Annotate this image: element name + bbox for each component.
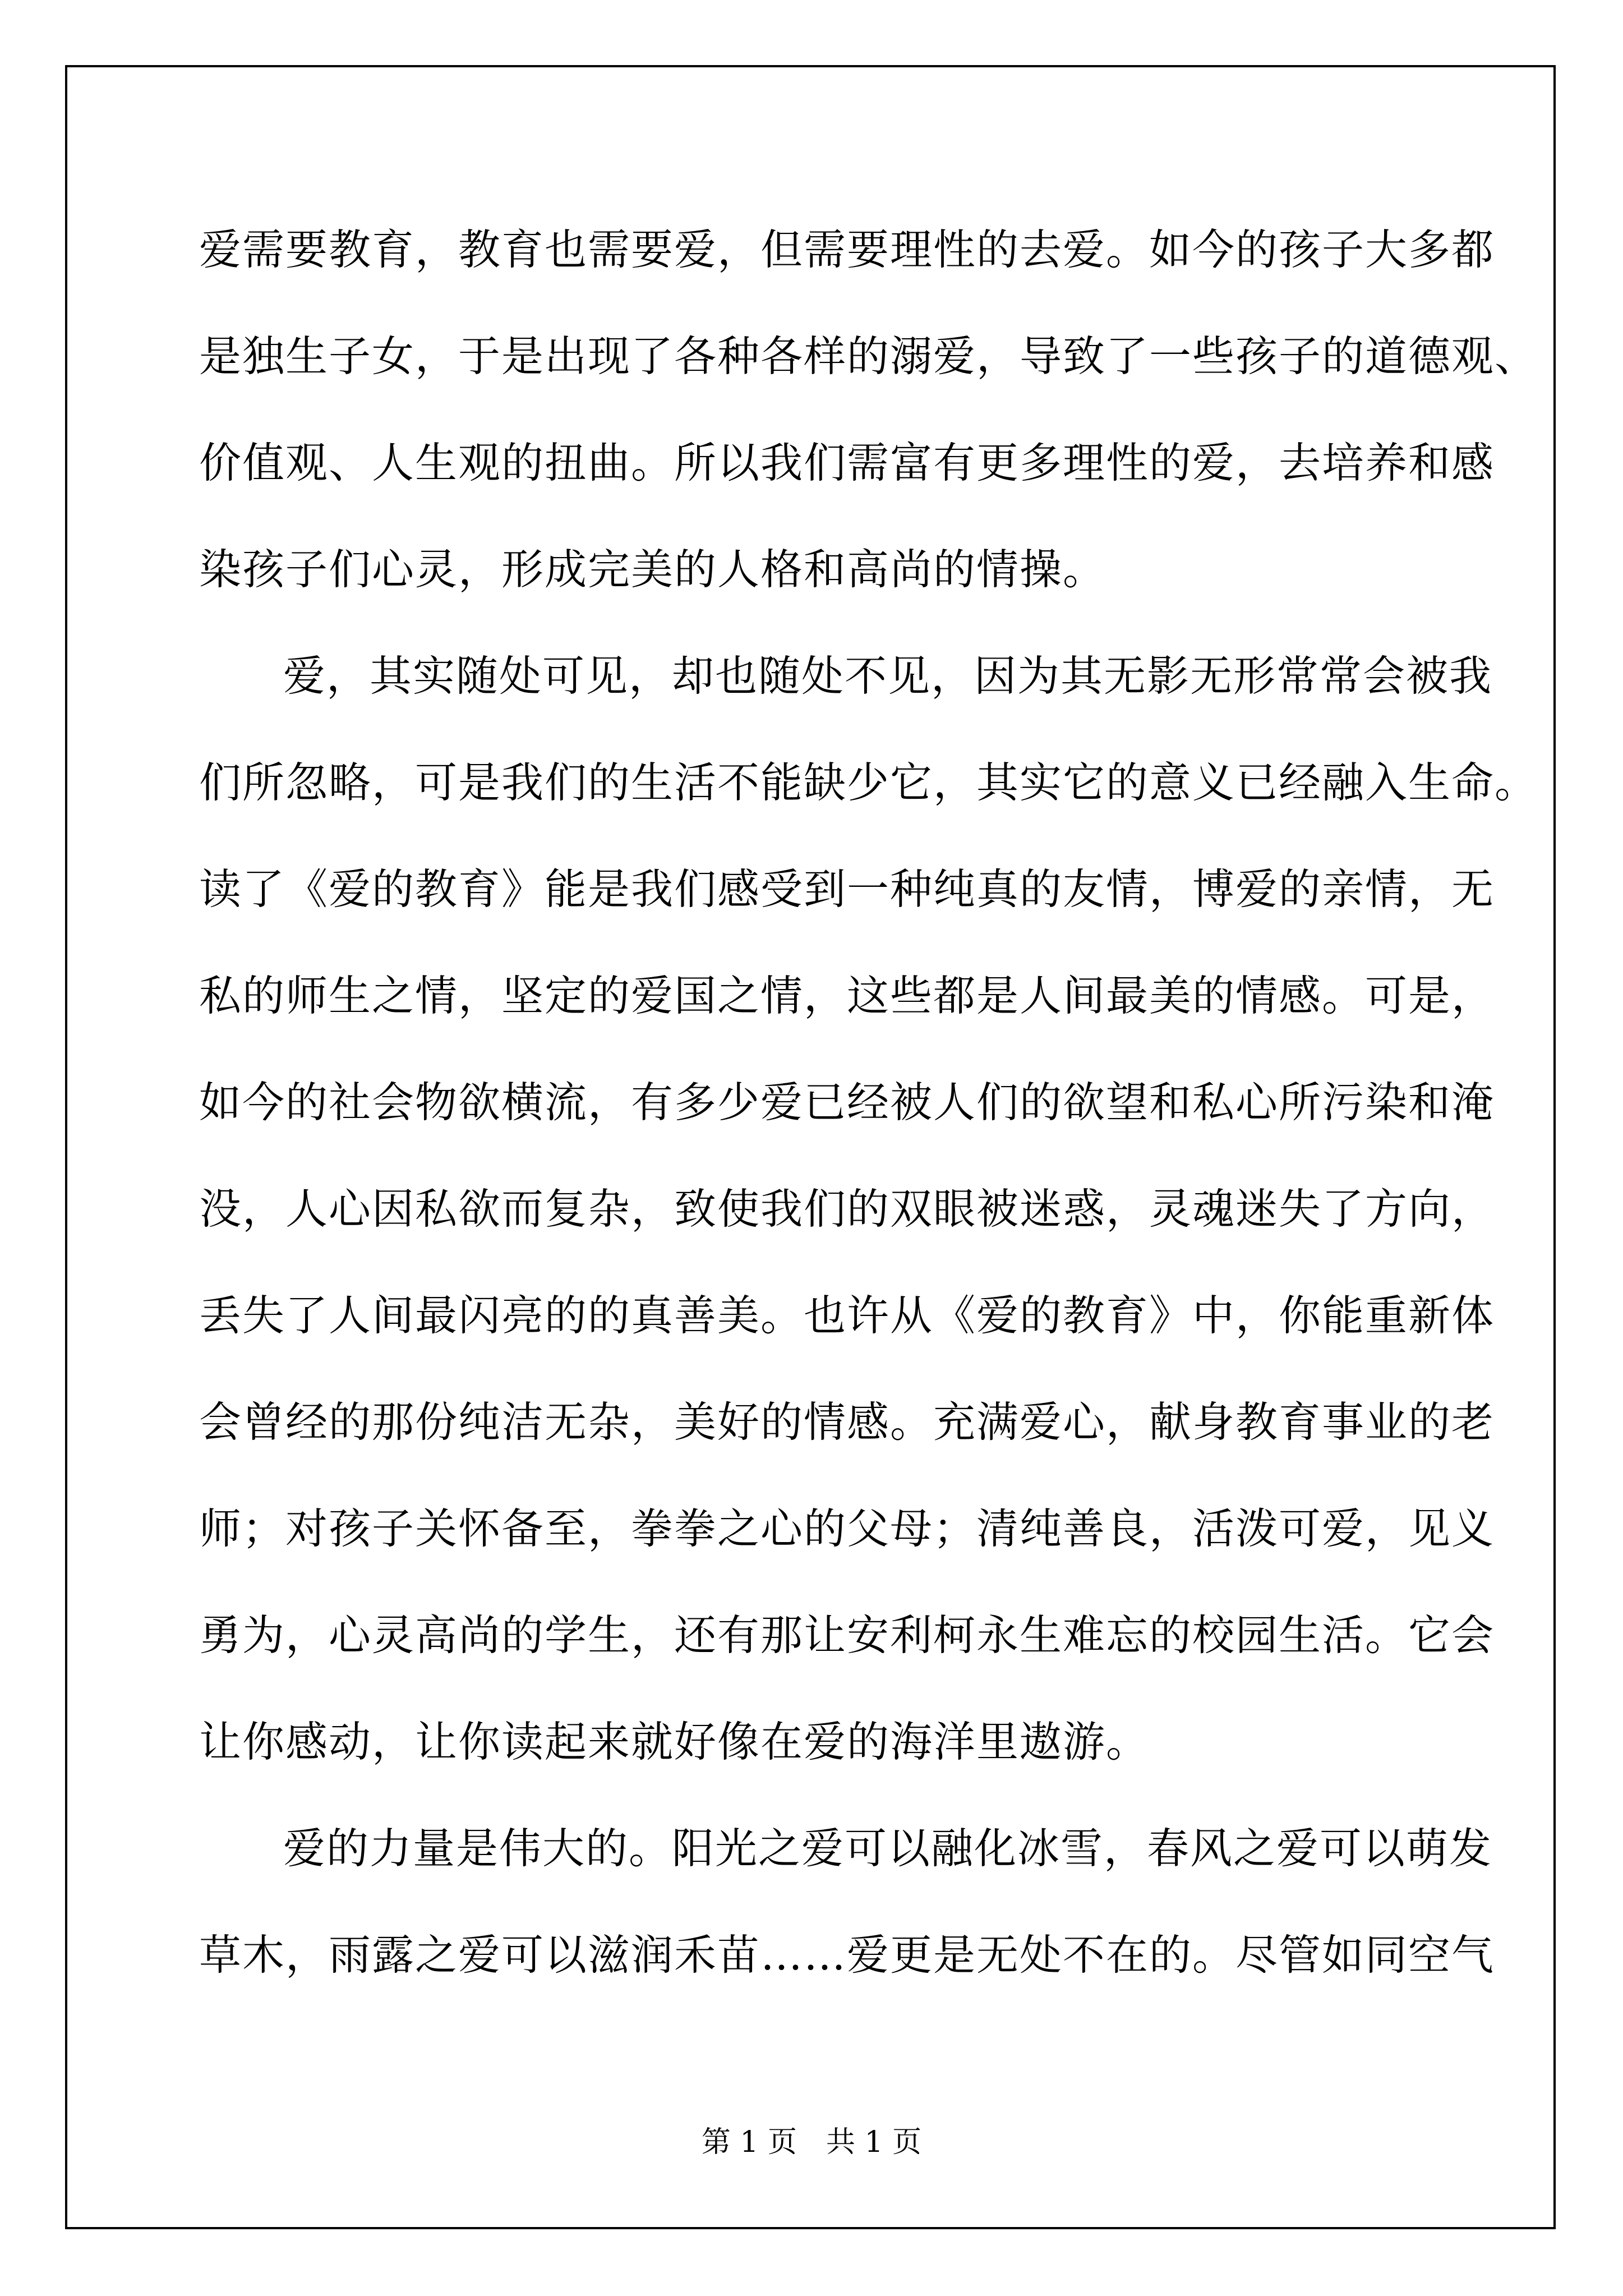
text-line: 丢失了人间最闪亮的的真善美。也许从《爱的教育》中，你能重新体 (199, 1291, 1495, 1340)
text-line: 没，人心因私欲而复杂，致使我们的双眼被迷惑，灵魂迷失了方向， (199, 1184, 1495, 1234)
text-line: 让你感动，让你读起来就好像在爱的海洋里遨游。 (199, 1717, 1150, 1766)
text-line: 爱的力量是伟大的。阳光之爱可以融化冰雪，春风之爱可以萌发 (283, 1824, 1493, 1873)
text-line: 是独生子女，于是出现了各种各样的溺爱，导致了一些孩子的道德观、 (199, 332, 1538, 381)
text-line: 爱，其实随处可见，却也随处不见，因为其无影无形常常会被我 (283, 651, 1493, 701)
text-line: 读了《爱的教育》能是我们感受到一种纯真的友情，博爱的亲情，无 (199, 864, 1495, 914)
text-line: 染孩子们心灵，形成完美的人格和高尚的情操。 (199, 545, 1106, 594)
page-footer (0, 2118, 1623, 2160)
text-line: 如今的社会物欲横流，有多少爱已经被人们的欲望和私心所污染和淹 (199, 1078, 1495, 1127)
text-line: 私的师生之情，坚定的爱国之情，这些都是人间最美的情感。可是， (199, 971, 1495, 1020)
text-line: 师；对孩子关怀备至，拳拳之心的父母；清纯善良，活泼可爱，见义 (199, 1504, 1495, 1553)
text-line: 们所忽略，可是我们的生活不能缺少它，其实它的意义已经融入生命。 (199, 758, 1538, 807)
text-line: 爱需要教育，教育也需要爱，但需要理性的去爱。如今的孩子大多都 (199, 225, 1495, 274)
page-number: 第 1 页 共 1 页 (701, 2125, 922, 2159)
text-line: 会曾经的那份纯洁无杂，美好的情感。充满爱心，献身教育事业的老 (199, 1397, 1495, 1447)
text-line: 草木，雨露之爱可以滋润禾苗……爱更是无处不在的。尽管如同空气 (199, 1930, 1495, 1980)
text-line: 勇为，心灵高尚的学生，还有那让安利柯永生难忘的校园生活。它会 (199, 1611, 1495, 1660)
document-body (199, 219, 1538, 2031)
text-line: 价值观、人生观的扭曲。所以我们需富有更多理性的爱，去培养和感 (199, 438, 1495, 487)
